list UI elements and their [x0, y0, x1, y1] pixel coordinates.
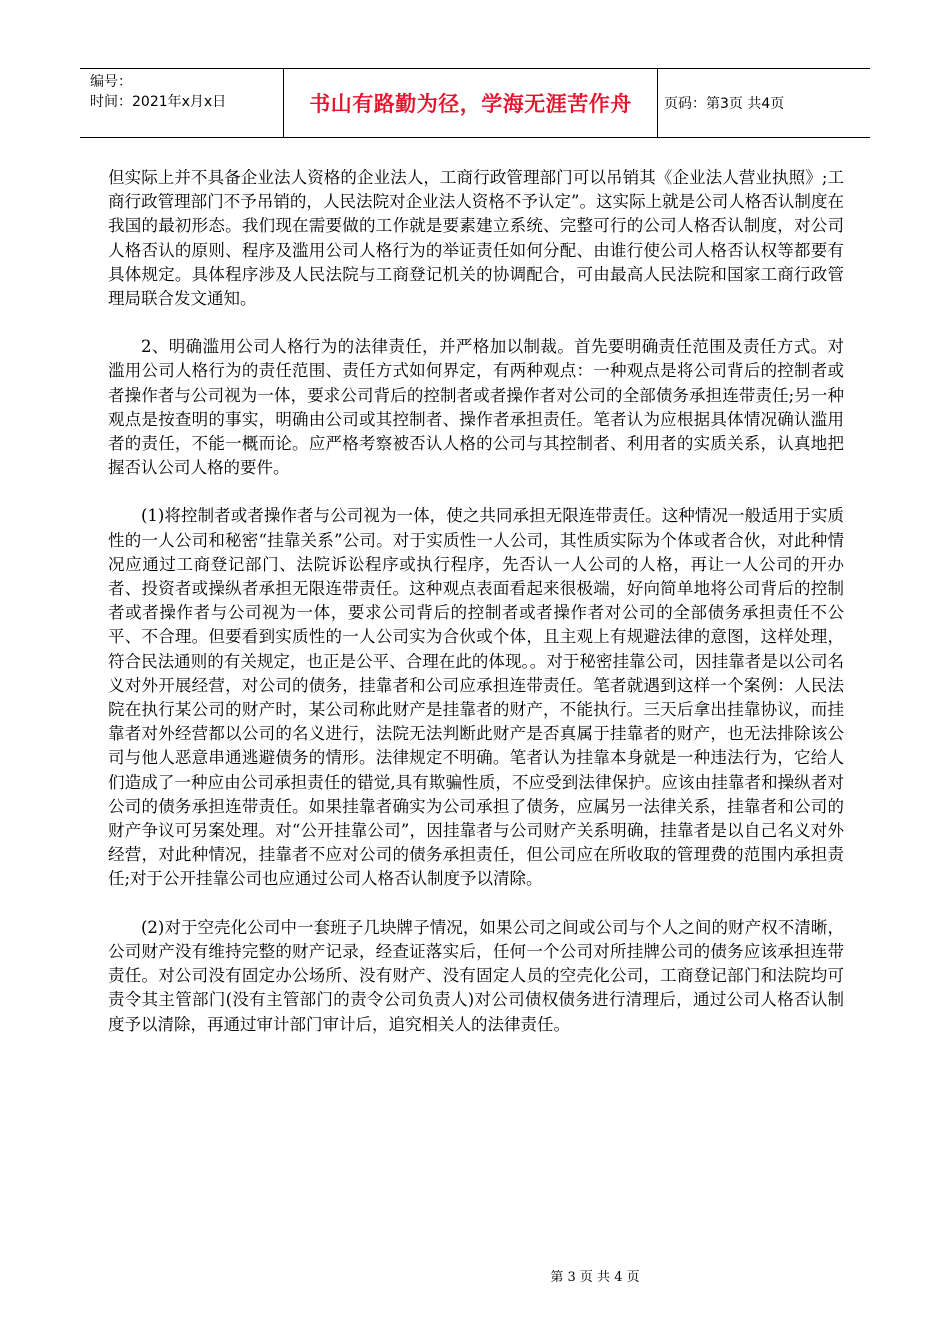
document-date: 时间：2021年x月x日	[90, 94, 227, 110]
body-paragraph-2: 2、明确滥用公司人格行为的法律责任，并严格加以制裁。首先要明确责任范围及责任方式。对滥用公司人格行为的责任范围、责任方式如何界定，有两种观点：一种观点是将公司背后的控制者或者操作者与公司视为一体，要求公司背后的控制者或者操作者对公司的全部债务承担连带责任;另一种观点是按查明的事实，明确由公司或其控制者、操作者承担责任。笔者认为应根据具体情况确认滥用者的责任，不能一概而论。应严格考察被否认人格的公司与其控制者、利用者的实质关系，认真地把握否认公司人格的要件。	[108, 337, 844, 478]
body-paragraph-1: 但实际上并不具备企业法人资格的企业法人，工商行政管理部门可以吊销其《企业法人营业执照》;工商行政管理部门不予吊销的，人民法院对企业法人资格不予认定”。这实际上就是公司人格否认制度在我国的最初形态。我们现在需要做的工作就是要素建立系统、完整可行的公司人格否认制度，对公司人格否认的原则、程序及滥用公司人格行为的举证责任如何分配、由谁行使公司人格否认权等都要有具体规定。具体程序涉及人民法院与工商登记机关的协调配合，可由最高人民法院和国家工商行政管理局联合发文通知。	[108, 168, 844, 309]
document-number-label: 编号：	[90, 74, 132, 90]
header-page-info: 页码：第3页 共4页	[664, 96, 785, 112]
header-meta	[80, 69, 283, 137]
document-body	[108, 166, 844, 1061]
body-paragraph-3: (1)将控制者或者操作者与公司视为一体，使之共同承担无限连带责任。这种情况一般适用于实质性的一人公司和秘密“挂靠关系”公司。对于实质性一人公司，其性质实际为个体或者合伙，对此种情况应通过工商登记部门、法院诉讼程序或执行程序，先否认一人公司的人格，再让一人公司的开办者、投资者或操纵者承担无限连带责任。这种观点表面看起来很极端，好向简单地将公司背后的控制者或者操作者与公司视为一体，要求公司背后的控制者或者操作者对公司的全部债务承担责任不公平、不合理。但要看到实质性的一人公司实为合伙或个体，且主观上有规避法律的意图，这样处理，符合民法通则的有关规定，也正是公平、合理在此的体现。。对于秘密挂靠公司，因挂靠者是以公司名义对外开展经营，对公司的债务，挂靠者和公司应承担连带责任。笔者就遇到这样一个案例：人民法院在执行某公司的财产时，某公司称此财产是挂靠者的财产，不能执行。三天后拿出挂靠协议，而挂靠者对外经营都以公司的名义进行，法院无法判断此财产是否真属于挂靠者的财产，也无法排除该公司与他人恶意串通逃避债务的情形。法律规定不明确。笔者认为挂靠本身就是一种违法行为，它给人们造成了一种应由公司承担责任的错觉,具有欺骗性质，不应受到法律保护。应该由挂靠者和操纵者对公司的债务承担连带责任。如果挂靠者确实为公司承担了债务，应属另一法律关系，挂靠者和公司的财产争议可另案处理。对“公开挂靠公司”，因挂靠者与公司财产关系明确，挂靠者是以自己名义对外经营，对此种情况，挂靠者不应对公司的债务承担责任，但公司应在所收取的管理费的范围内承担责任;对于公开挂靠公司也应通过公司人格否认制度予以清除。	[108, 506, 844, 889]
body-paragraph-4: (2)对于空壳化公司中一套班子几块牌子情况，如果公司之间或公司与个人之间的财产权不清晰，公司财产没有维持完整的财产记录，经查证落实后，任何一个公司对所挂牌公司的债务应该承担连带责任。对公司没有固定办公场所、没有财产、没有固定人员的空壳化公司，工商登记部门和法院均可责令其主管部门(没有主管部门的责令公司负责人)对公司债权债务进行清理后，通过公司人格否认制度予以清除，再通过审计部门审计后，追究相关人的法律责任。	[108, 917, 844, 1034]
header-motto: 书山有路勤为径，学海无涯苦作舟	[283, 69, 658, 137]
page-header	[80, 68, 870, 138]
page-footer: 第 3 页 共 4 页	[550, 1270, 640, 1285]
